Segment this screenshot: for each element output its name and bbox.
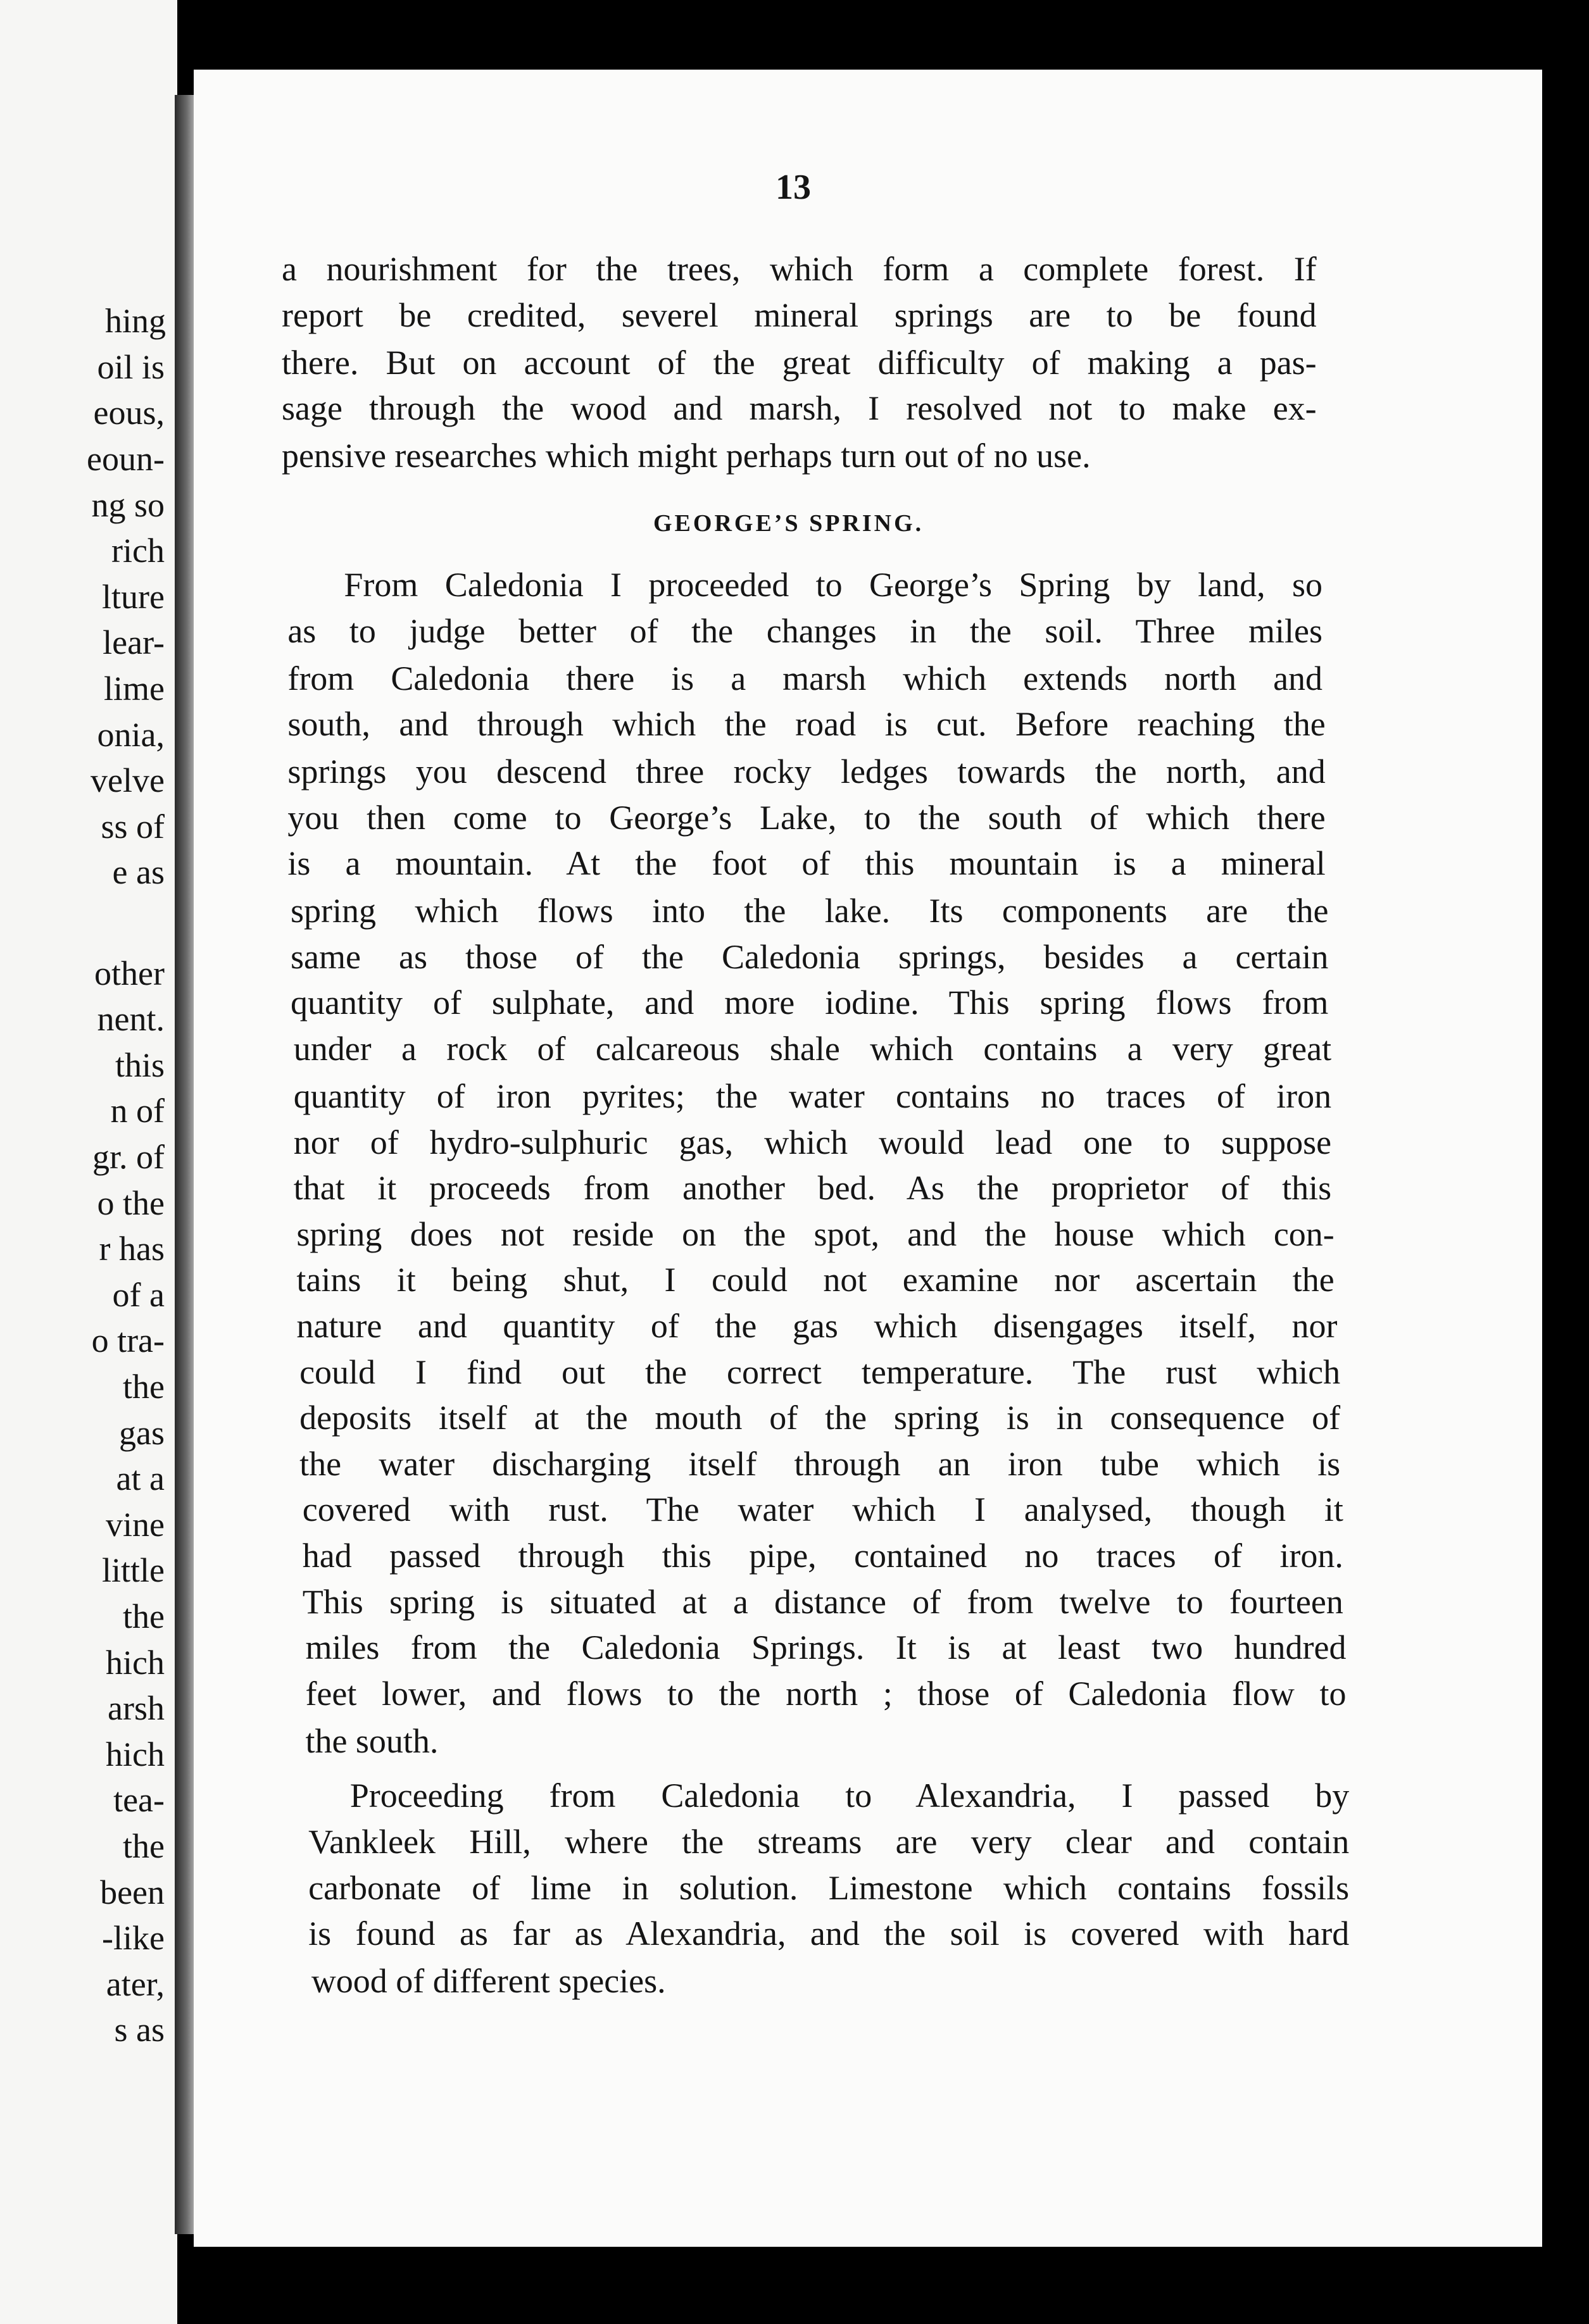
left-page-line: the xyxy=(123,1368,165,1406)
body-text-line: miles from the Caledonia Springs. It is at least two hundred xyxy=(305,1628,1347,1667)
body-text-line: sage through the wood and marsh, I resolved not to make ex- xyxy=(281,389,1317,428)
body-text-line: carbonate of lime in solution. Limestone which contains fossils xyxy=(308,1868,1350,1907)
body-text-line: south, and through which the road is cut. Before reaching the xyxy=(287,705,1326,744)
body-text-line: wood of different species. xyxy=(311,1962,666,2001)
left-page-line: nent. xyxy=(97,1000,165,1039)
body-text-line: is found as far as Alexandria, and the soil is covered with hard xyxy=(308,1915,1350,1953)
left-page-fragment xyxy=(0,0,177,2324)
left-page-line: lime xyxy=(104,669,165,708)
left-page-line: e as xyxy=(112,853,165,892)
left-page-line: of a xyxy=(112,1275,165,1314)
body-text-line: covered with rust. The water which I analysed, though it xyxy=(302,1490,1343,1529)
body-text-line: spring does not reside on the spot, and the house which con- xyxy=(296,1215,1335,1253)
body-text-line: under a rock of calcareous shale which contains a very great xyxy=(293,1030,1332,1068)
left-page-line: tea- xyxy=(113,1781,165,1820)
left-page-line: -like xyxy=(102,1919,165,1958)
page-number: 13 xyxy=(776,168,811,207)
left-page-line: velve xyxy=(91,761,165,800)
body-text-line: same as those of the Caledonia springs, besides a certain xyxy=(291,937,1329,976)
body-text-line: Vankleek Hill, where the streams are very clear and contain xyxy=(308,1823,1350,1861)
left-page-line: onia, xyxy=(97,715,165,754)
body-text-line: as to judge better of the changes in the soil. Three miles xyxy=(287,611,1323,650)
body-text-line: a nourishment for the trees, which form a complete forest. If xyxy=(281,250,1317,289)
body-text-line: nor of hydro-sulphuric gas, which would lead one to suppose xyxy=(293,1123,1332,1161)
left-page-line: lture xyxy=(102,577,165,616)
left-page-line: vine xyxy=(106,1505,165,1544)
left-page-line: r has xyxy=(99,1230,165,1268)
left-page-line: s as xyxy=(114,2011,165,2049)
body-text-line: nature and quantity of the gas which disengages itself, nor xyxy=(296,1306,1338,1345)
left-page-line: lear- xyxy=(103,623,165,662)
left-page-line: eous, xyxy=(93,394,165,432)
body-text-line: report be credited, severel mineral springs are to be found xyxy=(281,296,1317,334)
left-page-line: rich xyxy=(111,532,165,570)
left-page-line: gas xyxy=(119,1413,165,1452)
body-text-line: there. But on account of the great difficulty of making a pas- xyxy=(281,343,1317,382)
body-text-line: you then come to George’s Lake, to the south of which there xyxy=(287,798,1326,837)
left-page-line: gr. of xyxy=(92,1137,165,1176)
left-page-line: o tra- xyxy=(91,1321,165,1360)
body-text-line: that it proceeds from another bed. As the proprietor of this xyxy=(293,1169,1332,1208)
left-page-line: eoun- xyxy=(87,439,165,478)
body-text-line: had passed through this pipe, contained no traces of iron. xyxy=(302,1536,1343,1575)
body-text-line: is a mountain. At the foot of this mountain is a mineral xyxy=(287,844,1326,883)
left-page-line: hich xyxy=(106,1735,165,1773)
body-text-line: deposits itself at the mouth of the spring is in consequence of xyxy=(299,1399,1341,1437)
body-text-line: From Caledonia I proceeded to George’s Spring by land, so xyxy=(344,565,1323,604)
left-page-line: n of xyxy=(110,1092,165,1130)
left-page-line: this xyxy=(115,1046,165,1084)
left-page-line: ater, xyxy=(106,1965,165,2003)
body-text-line: the water discharging itself through an iron tube which is xyxy=(299,1444,1341,1483)
body-text-line: quantity of sulphate, and more iodine. This spring flows from xyxy=(291,984,1329,1022)
body-text-line: spring which flows into the lake. Its components are the xyxy=(291,892,1329,930)
section-heading: GEORGE’S SPRING. xyxy=(653,510,924,537)
left-page-line: hich xyxy=(106,1643,165,1682)
body-text-line: tains it being shut, I could not examine nor ascertain the xyxy=(296,1261,1335,1299)
left-page-line: ss of xyxy=(101,807,165,846)
left-page-line: oil is xyxy=(97,347,165,386)
body-text-line: from Caledonia there is a marsh which extends north and xyxy=(287,659,1323,697)
body-text-line: pensive researches which might perhaps turn out of no use. xyxy=(281,437,1091,475)
left-page-line: the xyxy=(123,1827,165,1866)
left-page-line: been xyxy=(100,1873,165,1911)
body-text-line: feet lower, and flows to the north ; those of Caledonia flow to xyxy=(305,1674,1347,1713)
left-page-line: at a xyxy=(116,1459,165,1498)
left-page-line: hing xyxy=(104,302,166,340)
left-page-line: other xyxy=(94,954,165,992)
body-text-line: Proceeding from Caledonia to Alexandria, I passed by xyxy=(349,1777,1350,1815)
body-text-line: quantity of iron pyrites; the water contains no traces of iron xyxy=(293,1077,1332,1115)
left-page-line: ng so xyxy=(91,485,165,524)
body-text-line: This spring is situated at a distance of from twelve to fourteen xyxy=(302,1582,1343,1621)
left-page-line: o the xyxy=(97,1184,165,1222)
book-gutter xyxy=(175,95,196,2234)
left-page-line: the xyxy=(123,1597,165,1636)
body-text-line: could I find out the correct temperature. The rust which xyxy=(299,1353,1341,1391)
left-page-line: arsh xyxy=(108,1689,165,1728)
body-text-line: the south. xyxy=(305,1721,439,1760)
body-text-line: springs you descend three rocky ledges towards the north, and xyxy=(287,753,1326,791)
left-page-line: little xyxy=(102,1551,165,1590)
